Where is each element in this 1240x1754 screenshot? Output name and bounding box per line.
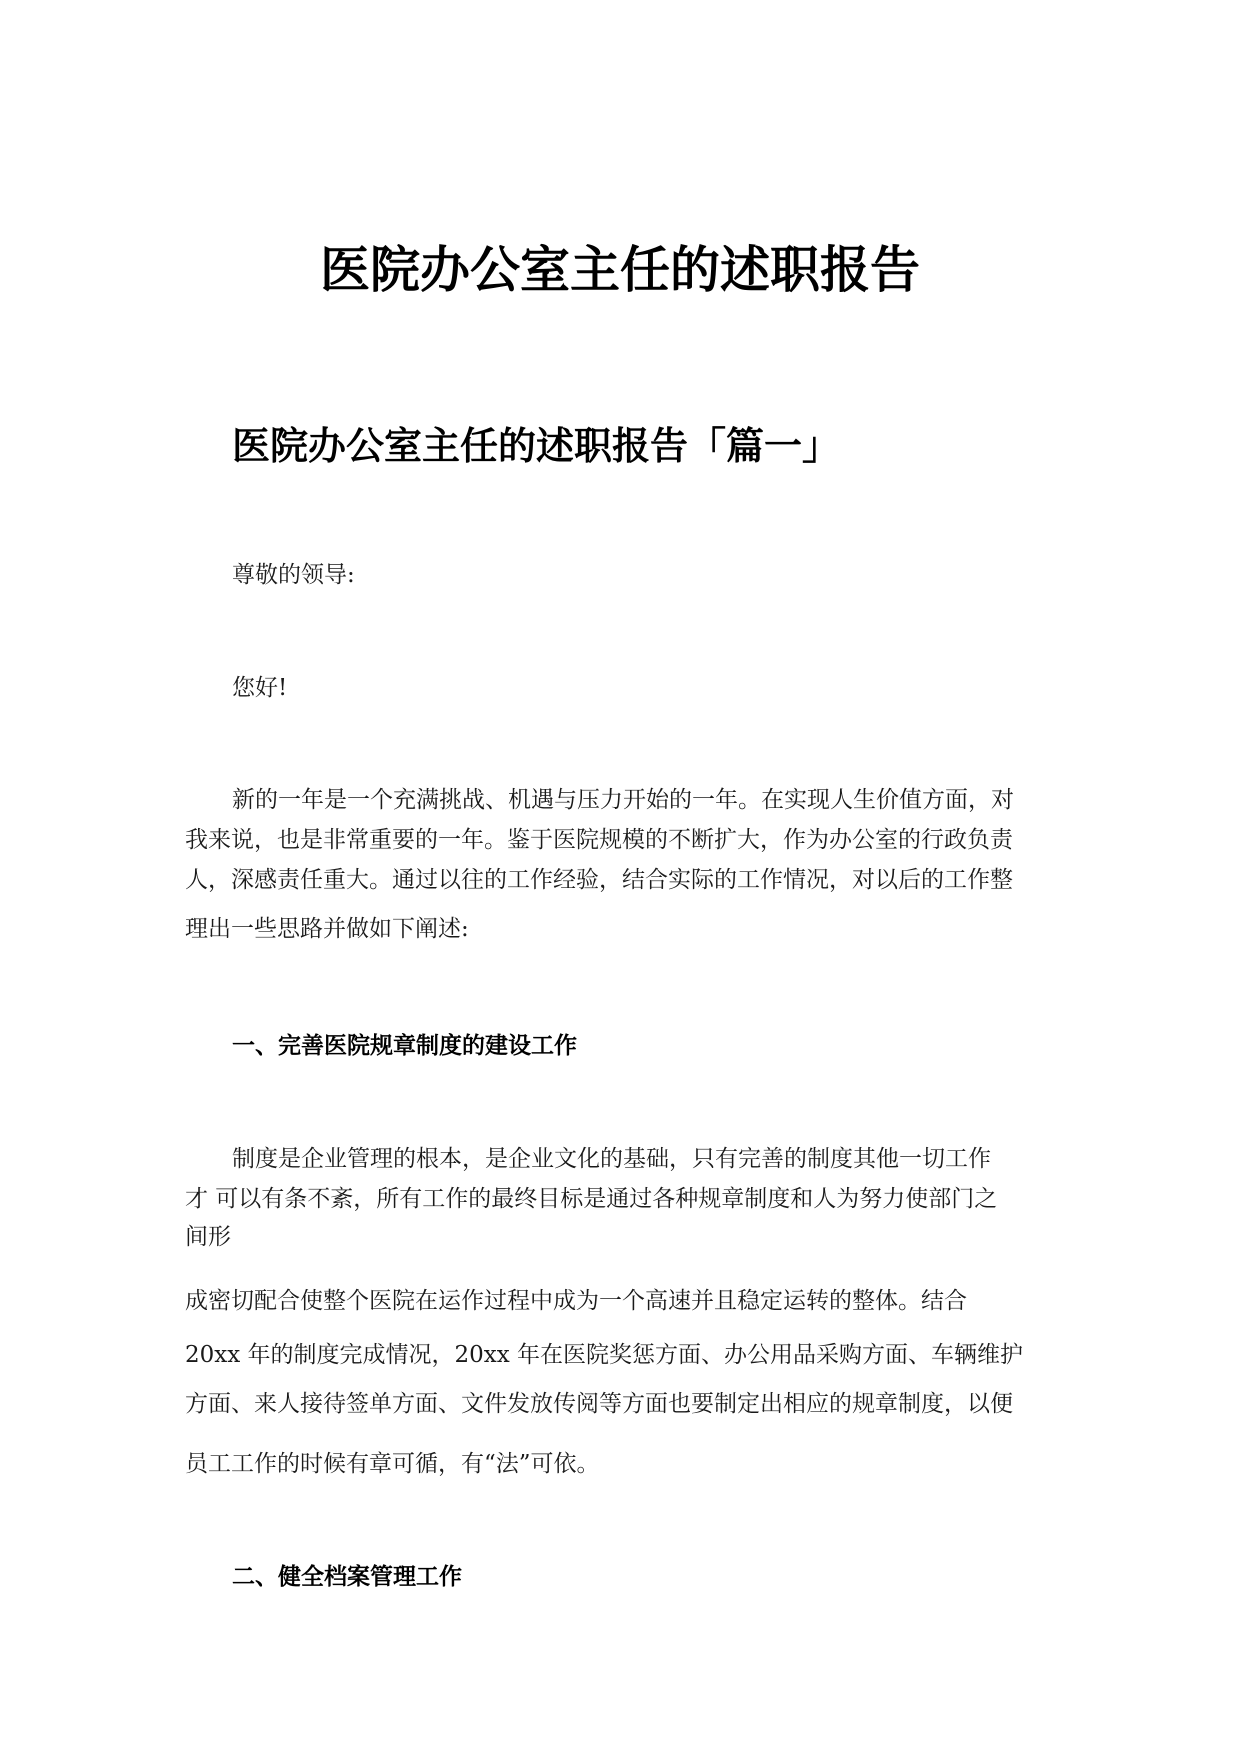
paragraph-line: 我来说，也是非常重要的一年。鉴于医院规模的不断扩大，作为办公室的行政负责 bbox=[185, 827, 1013, 853]
paragraph-line: 20xx 年的制度完成情况，20xx 年在医院奖惩方面、办公用品采购方面、车辆维护 bbox=[185, 1342, 1024, 1368]
paragraph-line: 理出一些思路并做如下阐述: bbox=[185, 916, 469, 942]
paragraph-line: 新的一年是一个充满挑战、机遇与压力开始的一年。在实现人生价值方面，对 bbox=[232, 787, 1014, 813]
paragraph-line: 成密切配合使整个医院在运作过程中成为一个高速并且稳定运转的整体。结合 bbox=[185, 1288, 967, 1314]
section-heading-2: 二、健全档案管理工作 bbox=[232, 1564, 462, 1590]
paragraph-line: 才 可以有条不紊，所有工作的最终目标是通过各种规章制度和人为努力使部门之 bbox=[185, 1186, 998, 1212]
paragraph-line: 人，深感责任重大。通过以往的工作经验，结合实际的工作情况，对以后的工作整 bbox=[185, 867, 1013, 893]
document-title: 医院办公室主任的述职报告 bbox=[320, 241, 920, 299]
greeting: 您好! bbox=[232, 675, 288, 701]
section-heading-1: 一、完善医院规章制度的建设工作 bbox=[232, 1033, 577, 1059]
paragraph-line: 员工工作的时候有章可循，有“法”可依。 bbox=[185, 1451, 600, 1477]
salutation: 尊敬的领导: bbox=[232, 562, 355, 588]
document-subtitle: 医院办公室主任的述职报告「篇一」 bbox=[232, 424, 841, 468]
paragraph-line: 方面、来人接待签单方面、文件发放传阅等方面也要制定出相应的规章制度，以便 bbox=[185, 1391, 1013, 1417]
paragraph-line: 制度是企业管理的根本，是企业文化的基础，只有完善的制度其他一切工作 bbox=[232, 1146, 991, 1172]
paragraph-line: 间形 bbox=[185, 1224, 231, 1250]
